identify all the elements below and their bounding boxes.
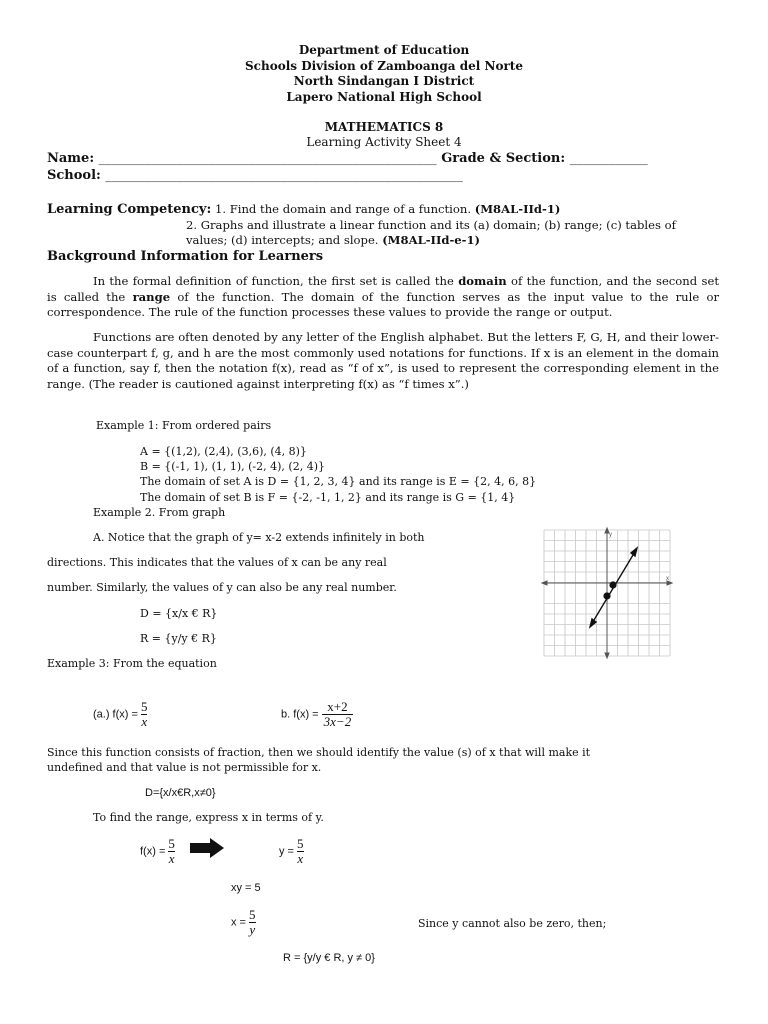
example1-domain-a: The domain of set A is D = {1, 2, 3, 4} and its range is E = {2, 4, 6, 8}: [140, 475, 537, 488]
example2-range: R = {y/y € R}: [140, 632, 217, 645]
y-label: y =: [279, 845, 298, 858]
graph-point-x-intercept: [609, 581, 616, 588]
x-denominator: y: [249, 922, 256, 937]
example2-line1: A. Notice that the graph of y= x-2 extends infinitely in both: [93, 531, 425, 544]
competency-item2-line2: [186, 232, 480, 248]
p1-text-b: of the function, and the second set is called the: [47, 274, 719, 304]
competency-item2-code: (M8AL-IId-e-1): [382, 233, 481, 247]
example3-to-find-range: To find the range, express x in terms of y.: [93, 811, 324, 824]
grade-section-blank[interactable]: ____________: [569, 151, 648, 166]
example3-b-numerator: x+2: [327, 699, 348, 714]
example2-title: Example 2. From graph: [93, 506, 226, 519]
example1-domain-b: The domain of set B is F = {-2, -1, 1, 2} and its range is G = {1, 4}: [140, 491, 516, 504]
example3-explanation-line1: Since this function consists of fraction, then we should identify the value (s) of x that will make it: [47, 746, 591, 759]
p1-domain-term: domain: [458, 274, 507, 288]
grade-section-label: Grade & Section:: [436, 151, 570, 166]
x-fraction: [249, 908, 256, 937]
example3-y-equation: [279, 837, 304, 866]
subject-title: MATHEMATICS 8: [324, 120, 444, 134]
competency-item1: 1. Find the domain and range of a function.: [211, 202, 475, 216]
fx-label: f(x) =: [140, 845, 169, 858]
example3-fx-equation: [140, 837, 175, 866]
example3-a-fraction: [141, 700, 148, 729]
example3-xy-equation: xy = 5: [231, 882, 261, 894]
p1-text-c: of the function. The domain of the function serves as the input value to the rule or correspondence. The rule of the function processes these values to provide the range or output.: [47, 289, 719, 320]
fx-fraction: [168, 837, 175, 866]
background-heading: Background Information for Learners: [47, 249, 324, 264]
competency-item2-line1: 2. Graphs and illustrate a linear function and its (a) domain; (b) range; (c) tables of: [186, 218, 676, 232]
example3-b-fraction: [322, 700, 354, 729]
example3-b-denominator: 3x−2: [323, 714, 352, 729]
example2-domain: D = {x/x € R}: [140, 607, 218, 620]
x-numerator: 5: [249, 907, 256, 922]
example3-b-equation: [281, 700, 353, 729]
linear-function-graph: [540, 526, 674, 660]
fx-denominator: x: [168, 851, 175, 866]
p1-range-term: range: [132, 289, 171, 304]
example1-title: Example 1: From ordered pairs: [96, 419, 272, 432]
example3-a-equation: [93, 700, 147, 729]
background-paragraph-2: Functions are often denoted by any letter of the English alphabet. But the letters F, G, H, and their lower-case counterpart f, g, and h are the most commonly used notations for functions. If x is an element in the domain of a function, say f, then the notation f(x), read as “f of x”, is used to represent the corresponding element in the range. (The reader is cautioned against interpreting f(x) as “f times x”.): [47, 330, 719, 391]
name-label: Name:: [47, 151, 99, 166]
header-division: Schools Division of Zamboanga del Norte: [245, 59, 523, 73]
example3-b-label: b. f(x) =: [281, 708, 322, 721]
example3-range: R = {y/y € R, y ≠ 0}: [283, 952, 375, 964]
y-denominator: x: [297, 851, 304, 866]
y-numerator: 5: [297, 836, 304, 851]
y-fraction: [297, 837, 304, 866]
graph-x-label: x: [666, 576, 669, 582]
x-label: x =: [231, 916, 250, 929]
competency-label: Learning Competency:: [47, 202, 212, 217]
example3-explanation-line2: undefined and that value is not permissible for x.: [47, 761, 322, 774]
right-arrow-icon: [190, 838, 224, 858]
graph-point-y-intercept: [603, 592, 610, 599]
competency-item1-code: (M8AL-IId-1): [474, 202, 561, 216]
name-blank[interactable]: ____________________________________________________: [98, 151, 437, 166]
name-line: [47, 150, 648, 167]
header-district: North Sindangan I District: [293, 74, 475, 88]
header-department: Department of Education: [298, 43, 470, 57]
example3-title: Example 3: From the equation: [47, 657, 217, 670]
background-paragraph-1: [47, 274, 719, 321]
p1-text-a: In the formal definition of function, the first set is called the: [93, 274, 459, 288]
graph-y-label: y: [609, 532, 612, 538]
competency-line1: [47, 201, 560, 218]
example2-line3: number. Similarly, the values of y can also be any real number.: [47, 581, 397, 594]
sheet-title: Learning Activity Sheet 4: [306, 135, 462, 149]
example3-a-label: (a.) f(x) =: [93, 708, 141, 721]
example3-a-denominator: x: [141, 714, 148, 729]
example3-since-y: Since y cannot also be zero, then;: [418, 917, 607, 930]
header-school: Lapero National High School: [286, 90, 482, 104]
school-label: School:: [47, 168, 106, 183]
fx-numerator: 5: [168, 836, 175, 851]
example1-set-b: B = {(-1, 1), (1, 1), (-2, 4), (2, 4)}: [140, 460, 325, 473]
school-blank[interactable]: _______________________________________________________: [105, 168, 463, 183]
example3-x-equation: [231, 908, 256, 937]
school-line: [47, 167, 463, 184]
example3-domain: D={x/x€R,x≠0}: [145, 787, 216, 799]
example1-set-a: A = {(1,2), (2,4), (3,6), (4, 8)}: [140, 445, 307, 458]
competency-item2-text: values; (d) intercepts; and slope.: [186, 233, 383, 247]
example2-line2: directions. This indicates that the values of x can be any real: [47, 556, 387, 569]
example3-a-numerator: 5: [140, 699, 148, 714]
